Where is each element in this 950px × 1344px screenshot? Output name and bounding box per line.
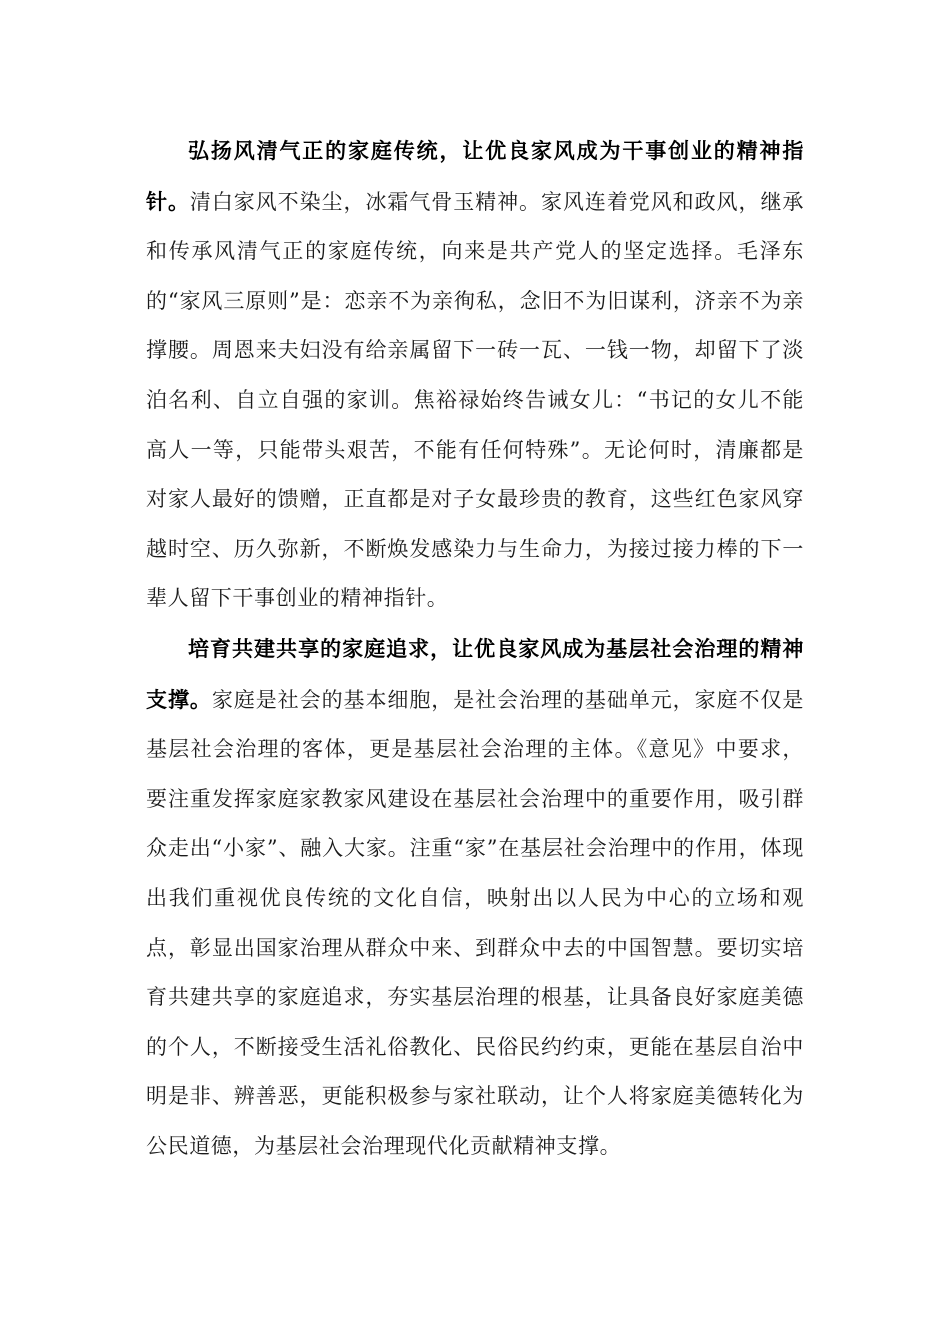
paragraph-text: 家庭是社会的基本细胞，是社会治理的基础单元，家庭不仅是基层社会治理的客体，更是基层社会治理的主体。《意见》中要求，要注重发挥家庭家教家风建设在基层社会治理中的重要作用，吸引群众走出“小家”、融入大家。注重“家”在基层社会治理中的作用，体现出我们重视优良传统的文化自信，映射出以人民为中心的立场和观点，彰显出国家治理从群众中来、到群众中去的中国智慧。要切实培育共建共享的家庭追求，夯实基层治理的根基，让具备良好家庭美德的个人，不断接受生活礼俗教化、民俗民约约束，更能在基层自治中明是非、辨善恶，更能积极参与家社联动，让个人将家庭美德转化为公民道德，为基层社会治理现代化贡献精神支撑。 xyxy=(146,687,804,1158)
paragraph-heading: 弘扬风清气正的家庭传统，让优良家风成为干事创业的精神指针。 xyxy=(146,138,804,214)
paragraph-heading: 培育共建共享的家庭追求，让优良家风成为基层社会治理的精神支撑。 xyxy=(146,635,804,712)
paragraph-social-governance xyxy=(146,624,804,1172)
document-body xyxy=(146,126,804,1171)
paragraph-text: 清白家风不染尘，冰霜气骨玉精神。家风连着党风和政风，继承和传承风清气正的家庭传统，向来是共产党人的坚定选择。毛泽东的“家风三原则”是：恋亲不为亲徇私，念旧不为旧谋利，济亲不为亲撑腰。周恩来夫妇没有给亲属留下一砖一瓦、一钱一物，却留下了淡泊名利、自立自强的家训。焦裕禄始终告诫女儿：“书记的女儿不能高人一等，只能带头艰苦，不能有任何特殊”。无论何时，清廉都是对家人最好的馈赠，正直都是对子女最珍贵的教育，这些红色家风穿越时空、历久弥新，不断焕发感染力与生命力，为接过接力棒的下一辈人留下干事创业的精神指针。 xyxy=(146,189,804,611)
paragraph-family-tradition xyxy=(146,126,804,624)
